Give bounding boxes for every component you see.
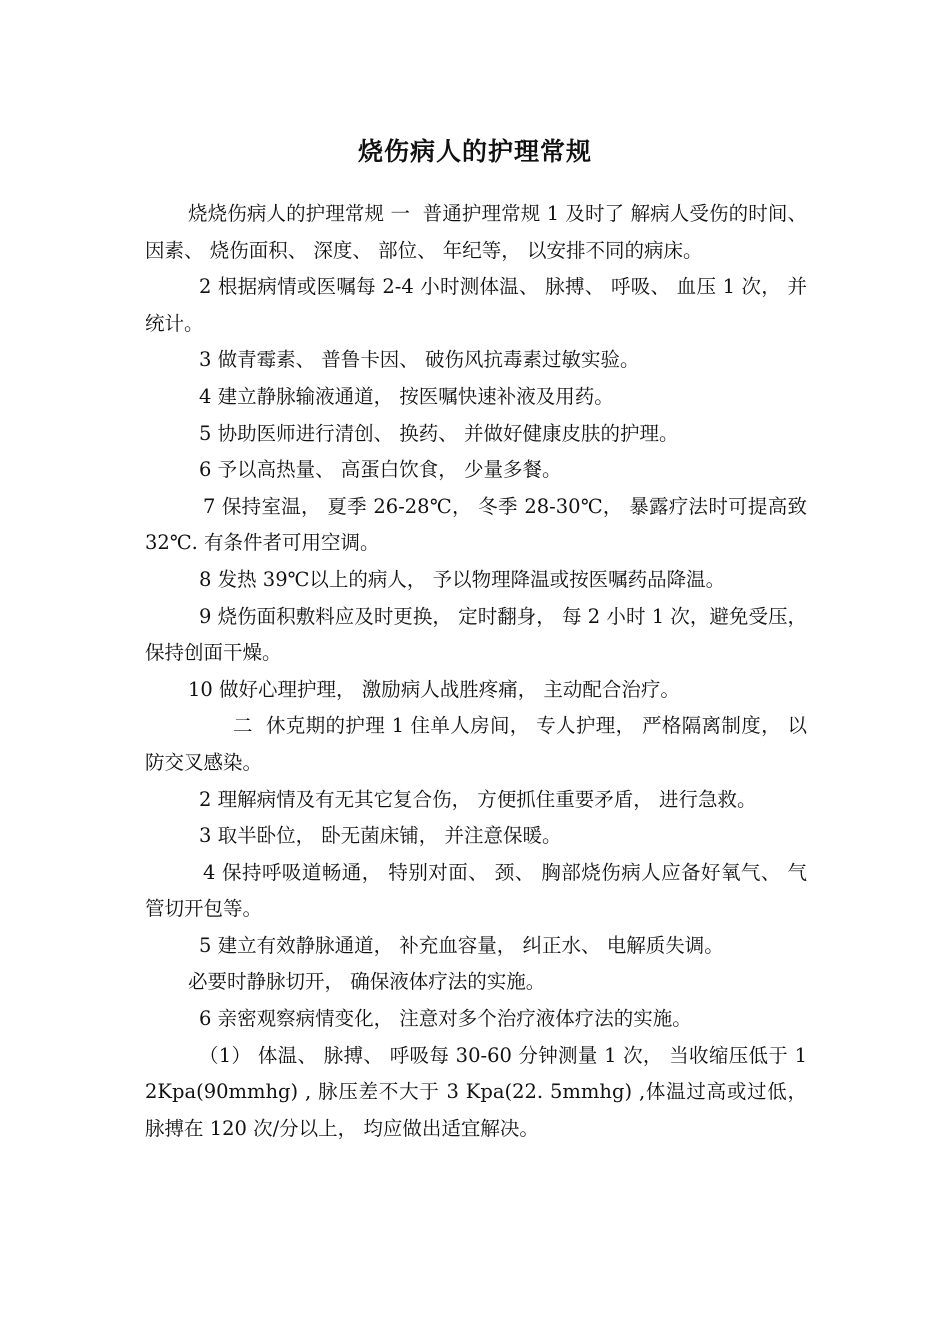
paragraph-item-3: 3 做青霉素、 普鲁卡因、 破伤风抗毒素过敏实验。 bbox=[199, 348, 640, 372]
paragraph-shock-item-4: 4 保持呼吸道畅通， 特别对面、 颈、 胸部烧伤病人应备好氧气、 气管切开包等。 bbox=[145, 860, 807, 921]
paragraph-shock-item-6: 6 亲密观察病情变化， 注意对多个治疗液体疗法的实施。 bbox=[199, 1007, 692, 1031]
paragraph-item-10: 10 做好心理护理， 激励病人战胜疼痛， 主动配合治疗。 bbox=[188, 677, 680, 701]
paragraph-item-4: 4 建立静脉输液通道， 按医嘱快速补液及用药。 bbox=[199, 384, 614, 408]
paragraph-item-7: 7 保持室温， 夏季 26-28℃， 冬季 28-30℃， 暴露疗法时可提高致 32℃. 有条件者可用空调。 bbox=[145, 494, 814, 555]
paragraph-shock-item-5-cont: 必要时静脉切开， 确保液体疗法的实施。 bbox=[188, 970, 546, 994]
paragraph-item-6: 6 予以高热量、 高蛋白饮食， 少量多餐。 bbox=[199, 458, 562, 482]
paragraph-shock-item-6-1: （1） 体温、 脉搏、 呼吸每 30-60 分钟测量 1 次， 当收缩压低于 12Kpa(90mmhg) , 脉压差不大于 3 Kpa(22. 5mmhg) ,体温过高或过低， 脉搏在 120 次/分以上， 均应做出适宜解决。 bbox=[145, 1043, 814, 1140]
paragraph-item-2: 2 根据病情或医嘱每 2-4 小时测体温、 脉搏、 呼吸、 血压 1 次， 并统计。 bbox=[145, 275, 807, 335]
paragraph-shock-item-2: 2 理解病情及有无其它复合伤， 方便抓住重要矛盾， 进行急救。 bbox=[199, 787, 757, 811]
paragraph-shock-item-5: 5 建立有效静脉通道， 补充血容量， 纠正水、 电解质失调。 bbox=[199, 933, 724, 957]
paragraph-shock-item-3: 3 取半卧位， 卧无菌床铺， 并注意保暖。 bbox=[199, 824, 562, 848]
paragraph-intro: 烧烧伤病人的护理常规 一 普通护理常规 1 及时了 解病人受伤的时间、 因素、 烧伤面积、 深度、 部位、 年纪等， 以安排不同的病床。 bbox=[145, 202, 814, 262]
document-body bbox=[145, 196, 814, 1147]
paragraph-item-9: 9 烧伤面积敷料应及时更换， 定时翻身， 每 2 小时 1 次，避免受压， 保持创面干燥。 bbox=[145, 604, 814, 665]
document-title: 烧伤病人的护理常规 bbox=[357, 137, 592, 166]
paragraph-section-shock: 二 休克期的护理 1 住单人房间， 专人护理， 严格隔离制度， 以防交叉感染。 bbox=[145, 714, 807, 774]
paragraph-item-8: 8 发热 39℃以上的病人， 予以物理降温或按医嘱药品降温。 bbox=[199, 567, 726, 591]
paragraph-item-5: 5 协助医师进行清创、 换药、 并做好健康皮肤的护理。 bbox=[199, 421, 679, 445]
